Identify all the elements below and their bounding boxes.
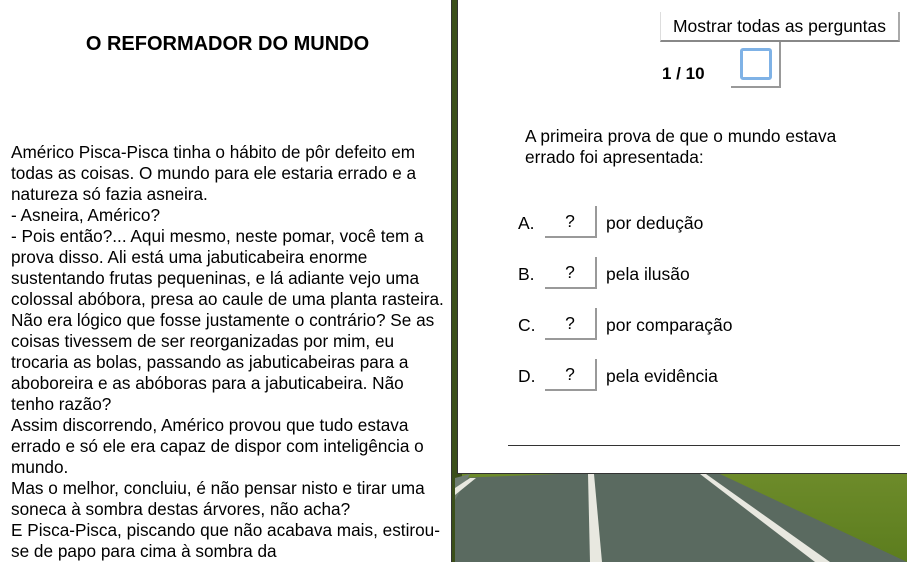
answer-select-b[interactable]: ? xyxy=(545,257,597,289)
answer-select-d[interactable]: ? xyxy=(545,359,597,391)
option-text: por dedução xyxy=(606,213,704,233)
divider-line xyxy=(508,445,900,446)
option-text: pela evidência xyxy=(606,366,718,386)
show-all-questions-button[interactable]: Mostrar todas as perguntas xyxy=(660,12,900,42)
question-counter: 1 / 10 xyxy=(662,64,705,83)
story-title: O REFORMADOR DO MUNDO xyxy=(85,33,370,55)
option-letter: C. xyxy=(518,315,536,335)
option-c xyxy=(458,308,907,342)
option-letter: B. xyxy=(518,264,535,284)
option-text: por comparação xyxy=(606,315,733,335)
option-b xyxy=(458,257,907,291)
answer-select-c[interactable]: ? xyxy=(545,308,597,340)
option-d xyxy=(458,359,907,393)
answer-select-a[interactable]: ? xyxy=(545,206,597,238)
story-text: Américo Pisca-Pisca tinha o hábito de pôr defeito em todas as coisas. O mundo para ele estaria errado e a natureza só fazia asneira. - Asneira, Américo? - Pois então?... Aqui mesmo, neste pomar, você tem a prova disso. Ali está uma jabuticabeira enorme sustentando frutas pequeninas, e lá adiante vejo uma colossal abóbora, presa ao caule de uma planta rasteira. Não era lógico que fosse justamente o contrário? Se as coisas tivessem de ser reorganizadas por mim, eu trocaria as bolas, passando as jabuticabeiras para a aboboreira e as abóboras para a jabuticabeira. Não tenho razão? Assim discorrendo, Américo provou que tudo estava errado e só ele era capaz de dispor com inteligência o mundo. Mas o melhor, concluiu, é não pensar nisto e tirar uma soneca à sombra destas árvores, não acha? E Pisca-Pisca, piscando que não acabava mais, estirou-se de papo para cima à sombra da xyxy=(11,142,444,561)
checkbox-container xyxy=(731,42,781,88)
quiz-panel xyxy=(457,0,907,474)
question-text: A primeira prova de que o mundo estava errado foi apresentada: xyxy=(525,126,837,167)
option-letter: D. xyxy=(518,366,536,386)
option-a xyxy=(458,206,907,240)
story-panel xyxy=(0,0,452,562)
mark-question-checkbox[interactable] xyxy=(740,48,772,80)
option-letter: A. xyxy=(518,213,535,233)
option-text: pela ilusão xyxy=(606,264,690,284)
